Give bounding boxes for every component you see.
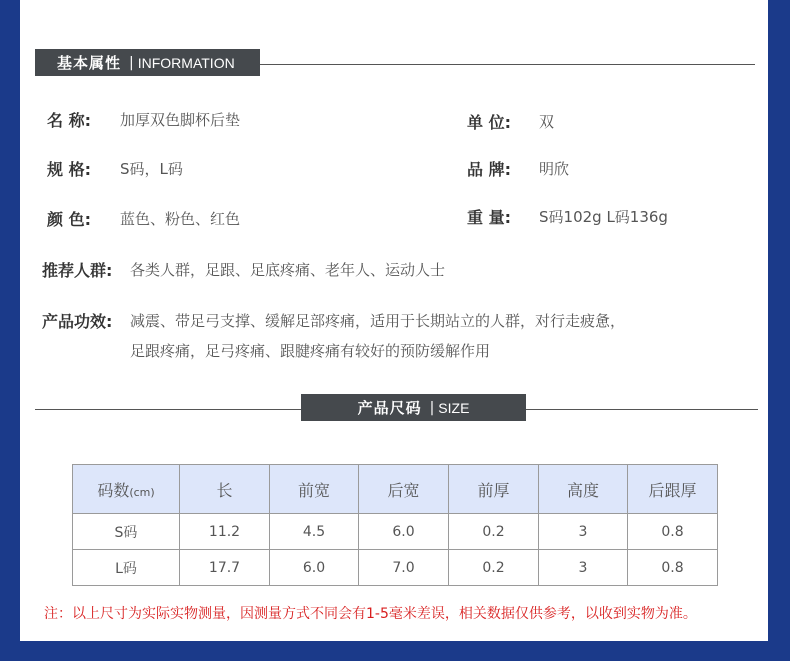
unit-text: (cm) bbox=[129, 485, 155, 499]
section-separator: | bbox=[429, 399, 435, 416]
name-value: 加厚双色脚杯后垫 bbox=[120, 111, 241, 129]
color-value: 蓝色、粉色、红色 bbox=[120, 210, 241, 228]
weight-label: 重 量: bbox=[467, 208, 511, 227]
table-header-cell: 高度 bbox=[539, 465, 628, 514]
table-header-cell: 前宽 bbox=[270, 465, 359, 514]
table-header-cell: 长 bbox=[180, 465, 270, 514]
table-cell: 17.7 bbox=[180, 550, 270, 586]
table-header-cell: 后跟厚 bbox=[628, 465, 718, 514]
disclaimer-note: 注：以上尺寸为实际实物测量，因测量方式不同会有1-5毫米差误，相关数据仅供参考，以收到实物为准。 bbox=[44, 606, 697, 622]
table-cell: 6.0 bbox=[359, 514, 449, 550]
table-header-cell bbox=[73, 465, 180, 514]
brand-label: 品 牌: bbox=[467, 160, 511, 179]
table-cell: 0.8 bbox=[628, 550, 718, 586]
header-text: 码数 bbox=[97, 480, 130, 500]
table-cell: 6.0 bbox=[270, 550, 359, 586]
section-tag-size bbox=[301, 394, 526, 421]
spec-label: 规 格: bbox=[47, 160, 91, 179]
section-title: 基本属性 bbox=[57, 54, 122, 72]
table-row bbox=[73, 550, 718, 586]
crowd-value: 各类人群，足跟、足底疼痛、老年人、运动人士 bbox=[130, 261, 446, 279]
name-label: 名 称: bbox=[47, 111, 91, 130]
table-cell: 0.2 bbox=[449, 550, 539, 586]
brand-value: 明欣 bbox=[539, 160, 570, 178]
section-divider bbox=[258, 64, 755, 65]
effect-label: 产品功效: bbox=[42, 312, 113, 331]
section-title: 产品尺码 bbox=[357, 399, 422, 417]
effect-line-1: 减震、带足弓支撑、缓解足部疼痛，适用于长期站立的人群，对行走疲惫， bbox=[130, 312, 626, 330]
table-cell: 11.2 bbox=[180, 514, 270, 550]
size-table bbox=[72, 464, 718, 586]
color-label: 颜 色: bbox=[47, 210, 91, 229]
crowd-label: 推荐人群: bbox=[42, 261, 113, 280]
table-cell: S码 bbox=[73, 514, 180, 550]
table-cell: 0.8 bbox=[628, 514, 718, 550]
section-subtitle: SIZE bbox=[438, 399, 470, 416]
section-separator: | bbox=[129, 54, 134, 71]
section-tag-information bbox=[35, 49, 260, 76]
table-cell: 7.0 bbox=[359, 550, 449, 586]
table-cell: 4.5 bbox=[270, 514, 359, 550]
table-cell: 0.2 bbox=[449, 514, 539, 550]
table-row bbox=[73, 514, 718, 550]
table-header-cell: 前厚 bbox=[449, 465, 539, 514]
section-divider-left bbox=[35, 409, 301, 410]
unit-label: 单 位: bbox=[467, 113, 511, 132]
effect-line-2: 足跟疼痛，足弓疼痛、跟腱疼痛有较好的预防缓解作用 bbox=[130, 342, 491, 360]
section-divider-right bbox=[526, 409, 758, 410]
unit-value: 双 bbox=[539, 113, 555, 131]
table-cell: L码 bbox=[73, 550, 180, 586]
table-header-cell: 后宽 bbox=[359, 465, 449, 514]
spec-value: S码，L码 bbox=[120, 160, 183, 178]
table-cell: 3 bbox=[539, 514, 628, 550]
table-header-row bbox=[73, 465, 718, 514]
weight-value: S码102g L码136g bbox=[539, 208, 668, 226]
table-cell: 3 bbox=[539, 550, 628, 586]
section-subtitle: INFORMATION bbox=[137, 54, 235, 71]
